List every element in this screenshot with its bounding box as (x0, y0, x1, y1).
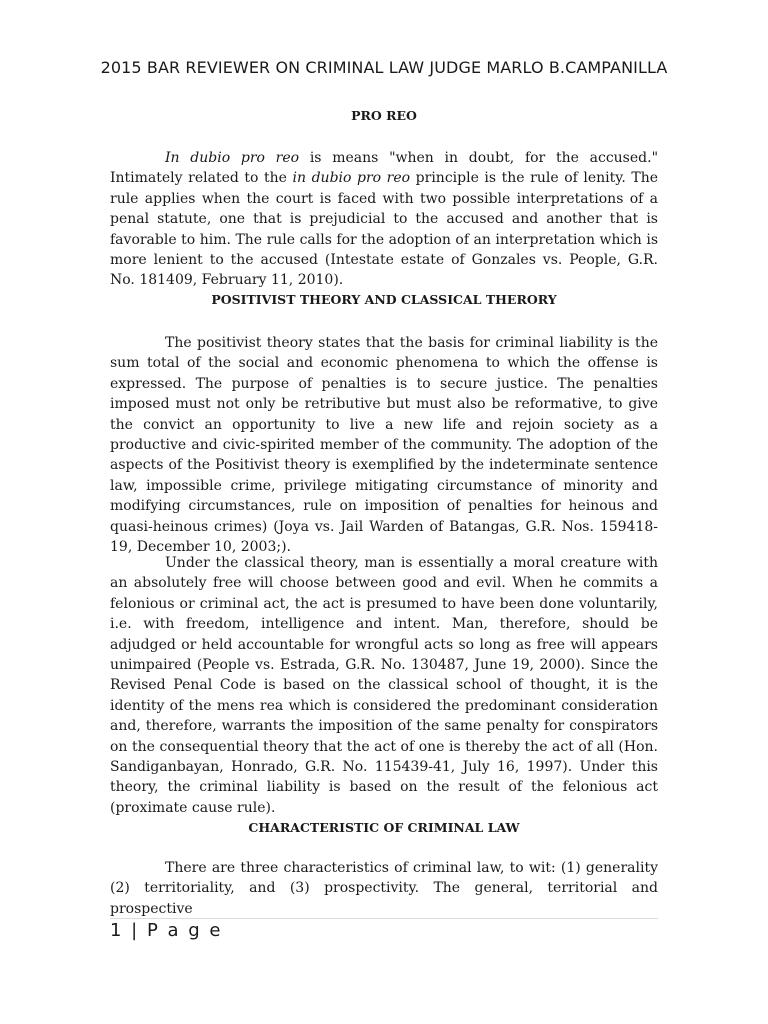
paragraph-positivist-theory: The positivist theory states that the basis for criminal liability is the sum total of the social and economic phenomena to which the offense is expressed. The purpose of penalties is to secure justice. The penalties imposed must not only be retributive but must also be reformative, to give the convict an opportunity to live a new life and rejoin society as a productive and civic-spirited member of the community. The adoption of the aspects of the Positivist theory is exemplified by the indeterminate sentence law, impossible crime, privilege mitigating circumstance of minority and modifying circumstances, rule on imposition of penalties for heinous and quasi-heinous crimes) (Joya vs. Jail Warden of Batangas, G.R. Nos. 159418-19, December 10, 2003;). (110, 335, 658, 556)
paragraph-text: is means "when in doubt, for the accused." Intimately related to the (110, 150, 659, 187)
heading-characteristic-criminal-law: CHARACTERISTIC OF CRIMINAL LAW (248, 820, 520, 835)
italic-term: in dubio pro reo (292, 170, 411, 187)
footer-divider (110, 918, 658, 919)
heading-positivist-theory: POSITIVIST THEORY AND CLASSICAL THERORY (211, 292, 557, 307)
paragraph-classical-theory: Under the classical theory, man is essentially a moral creature with an absolutely free will choose between good and evil. When he commits a felonious or criminal act, the act is presumed to have been done voluntarily, i.e. with freedom, intelligence and intent. Man, therefore, should be adjudged or held accountable for wrongful acts so long as free will appears unimpaired (People vs. Estrada, G.R. No. 130487, June 19, 2000). Since the Revised Penal Code is based on the classical school of thought, it is the identity of the mens rea which is considered the predominant consideration and, therefore, warrants the imposition of the same penalty for conspirators on the consequential theory that the act of one is thereby the act of all (Hon. Sandiganbayan, Honrado, G.R. No. 115439-41, July 16, 1997). Under this theory, the criminal liability is based on the result of the felonious act (proximate cause rule). (110, 555, 658, 816)
paragraph-text: principle is the rule of lenity. The rule applies when the court is faced with two possible interpretations of a penal statute, one that is prejudicial to the accused and another that is favorable to him. The rule calls for the adoption of an interpretation which is more lenient to the accused (Intestate estate of Gonzales vs. People, G.R. No. 181409, February 11, 2010). (110, 170, 658, 289)
page-number: 1 | P a g e (110, 920, 223, 941)
heading-pro-reo: PRO REO (351, 108, 417, 123)
paragraph-characteristics: There are three characteristics of criminal law, to wit: (1) generality (2) territoriality, and (3) prospectivity. The general, territorial and prospective (110, 860, 658, 917)
document-header: 2015 BAR REVIEWER ON CRIMINAL LAW JUDGE MARLO B.CAMPANILLA (100, 58, 668, 77)
italic-term: In dubio pro reo (165, 150, 300, 166)
paragraph-pro-reo (110, 148, 658, 291)
